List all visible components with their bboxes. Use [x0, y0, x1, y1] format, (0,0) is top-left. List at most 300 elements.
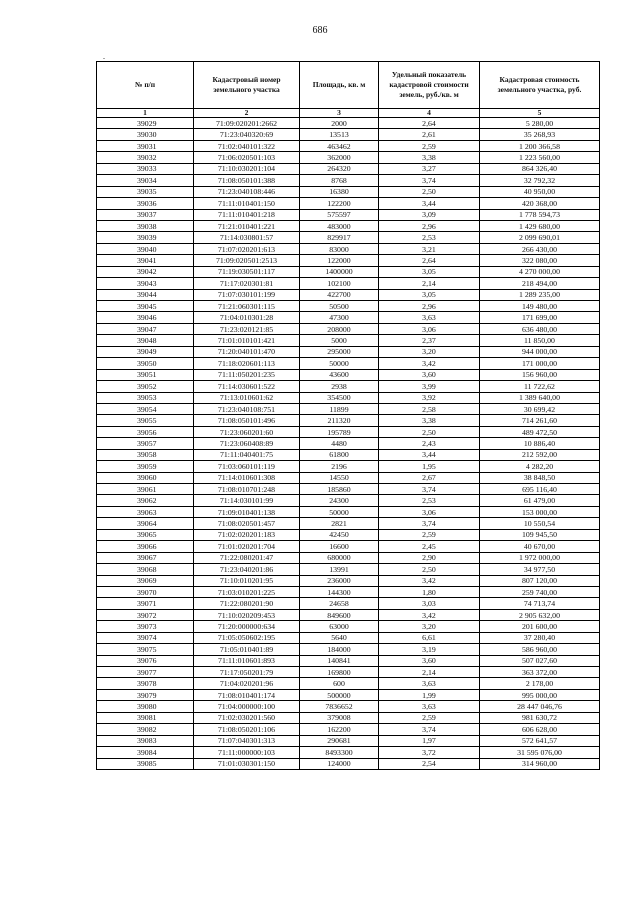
- cadastral-number-cell: 71:22:080201:47: [194, 552, 300, 563]
- row-number-cell: 39054: [97, 403, 194, 414]
- specific-value-cell: 3,63: [379, 701, 480, 712]
- cadastral-number-cell: 71:11:040401:75: [194, 449, 300, 460]
- cadastral-value-cell: 1 223 560,00: [480, 152, 600, 163]
- cadastral-value-cell: 420 368,00: [480, 198, 600, 209]
- specific-value-cell: 3,09: [379, 209, 480, 220]
- area-cell: 211320: [300, 415, 379, 426]
- cadastral-number-cell: 71:14:030601:522: [194, 381, 300, 392]
- table-row: [97, 461, 600, 472]
- row-number-cell: 39044: [97, 289, 194, 300]
- cadastral-number-cell: 71:02:030201:560: [194, 712, 300, 723]
- cadastral-number-cell: 71:04:000000:100: [194, 701, 300, 712]
- specific-value-cell: 3,03: [379, 598, 480, 609]
- table-row: [97, 609, 600, 620]
- row-number-cell: 39033: [97, 163, 194, 174]
- specific-value-cell: 2,59: [379, 712, 480, 723]
- column-number-row: [97, 109, 600, 118]
- header-cadastral-number: Кадастровый номер земельного участка: [194, 62, 300, 109]
- cadastral-number-cell: 71:19:030501:117: [194, 266, 300, 277]
- table-row: [97, 541, 600, 552]
- table-row: [97, 506, 600, 517]
- row-number-cell: 39061: [97, 484, 194, 495]
- area-cell: 144300: [300, 586, 379, 597]
- row-number-cell: 39062: [97, 495, 194, 506]
- specific-value-cell: 3,74: [379, 484, 480, 495]
- specific-value-cell: 2,59: [379, 140, 480, 151]
- table-row: [97, 621, 600, 632]
- cadastral-value-cell: 171 000,00: [480, 358, 600, 369]
- cadastral-number-cell: 71:03:010201:225: [194, 586, 300, 597]
- specific-value-cell: 3,74: [379, 724, 480, 735]
- specific-value-cell: 3,74: [379, 518, 480, 529]
- cadastral-value-cell: 37 280,40: [480, 632, 600, 643]
- specific-value-cell: 3,63: [379, 312, 480, 323]
- cadastral-value-cell: 38 848,50: [480, 472, 600, 483]
- row-number-cell: 39035: [97, 186, 194, 197]
- table-row: [97, 198, 600, 209]
- cadastral-value-cell: 586 960,00: [480, 644, 600, 655]
- cadastral-number-cell: 71:17:050201:79: [194, 667, 300, 678]
- cadastral-value-cell: 1 389 640,00: [480, 392, 600, 403]
- area-cell: 2938: [300, 381, 379, 392]
- table-row: [97, 586, 600, 597]
- cadastral-number-cell: 71:10:030201:104: [194, 163, 300, 174]
- area-cell: 47300: [300, 312, 379, 323]
- row-number-cell: 39063: [97, 506, 194, 517]
- table-row: [97, 335, 600, 346]
- table-row: [97, 209, 600, 220]
- table-row: [97, 724, 600, 735]
- area-cell: 1400000: [300, 266, 379, 277]
- table-row: [97, 644, 600, 655]
- specific-value-cell: 2,50: [379, 564, 480, 575]
- area-cell: 185860: [300, 484, 379, 495]
- cadastral-value-cell: 714 261,60: [480, 415, 600, 426]
- area-cell: 829917: [300, 232, 379, 243]
- cadastral-number-cell: 71:03:060101:119: [194, 461, 300, 472]
- table-row: [97, 735, 600, 746]
- area-cell: 16600: [300, 541, 379, 552]
- cadastral-value-cell: 807 120,00: [480, 575, 600, 586]
- row-number-cell: 39043: [97, 278, 194, 289]
- specific-value-cell: 3,44: [379, 198, 480, 209]
- row-number-cell: 39037: [97, 209, 194, 220]
- column-number: 4: [379, 109, 480, 118]
- area-cell: 122000: [300, 255, 379, 266]
- table-row: [97, 598, 600, 609]
- cadastral-value-cell: 322 080,00: [480, 255, 600, 266]
- cadastral-number-cell: 71:20:000000:634: [194, 621, 300, 632]
- margin-dot: .: [103, 52, 105, 61]
- area-cell: 8493300: [300, 747, 379, 758]
- cadastral-value-cell: 10 886,40: [480, 438, 600, 449]
- area-cell: 208000: [300, 323, 379, 334]
- cadastral-value-cell: 606 628,00: [480, 724, 600, 735]
- header-area: Площадь, кв. м: [300, 62, 379, 109]
- specific-value-cell: 2,14: [379, 667, 480, 678]
- row-number-cell: 39072: [97, 609, 194, 620]
- row-number-cell: 39038: [97, 220, 194, 231]
- table-row: [97, 758, 600, 769]
- area-cell: 2000: [300, 118, 379, 129]
- table-row: [97, 403, 600, 414]
- area-cell: 61800: [300, 449, 379, 460]
- row-number-cell: 39076: [97, 655, 194, 666]
- table-row: [97, 472, 600, 483]
- area-cell: 500000: [300, 689, 379, 700]
- cadastral-number-cell: 71:08:020501:457: [194, 518, 300, 529]
- cadastral-value-cell: 266 430,00: [480, 243, 600, 254]
- table-row: [97, 449, 600, 460]
- row-number-cell: 39073: [97, 621, 194, 632]
- row-number-cell: 39051: [97, 369, 194, 380]
- specific-value-cell: 1,80: [379, 586, 480, 597]
- cadastral-value-cell: 30 699,42: [480, 403, 600, 414]
- cadastral-value-cell: 4 270 000,00: [480, 266, 600, 277]
- row-number-cell: 39068: [97, 564, 194, 575]
- area-cell: 5000: [300, 335, 379, 346]
- table-row: [97, 266, 600, 277]
- cadastral-number-cell: 71:09:020201:2662: [194, 118, 300, 129]
- table-row: [97, 632, 600, 643]
- row-number-cell: 39079: [97, 689, 194, 700]
- header-row-number: № п/п: [97, 62, 194, 109]
- specific-value-cell: 3,42: [379, 575, 480, 586]
- cadastral-number-cell: 71:01:020201:704: [194, 541, 300, 552]
- row-number-cell: 39058: [97, 449, 194, 460]
- cadastral-value-cell: 1 972 000,00: [480, 552, 600, 563]
- row-number-cell: 39040: [97, 243, 194, 254]
- cadastral-value-cell: 2 178,00: [480, 678, 600, 689]
- cadastral-number-cell: 71:23:040201:86: [194, 564, 300, 575]
- specific-value-cell: 3,74: [379, 175, 480, 186]
- area-cell: 379008: [300, 712, 379, 723]
- table-row: [97, 575, 600, 586]
- table-row: [97, 175, 600, 186]
- cadastral-value-cell: 149 480,00: [480, 301, 600, 312]
- cadastral-value-cell: 259 740,00: [480, 586, 600, 597]
- area-cell: 83000: [300, 243, 379, 254]
- cadastral-number-cell: 71:14:030801:57: [194, 232, 300, 243]
- specific-value-cell: 3,05: [379, 266, 480, 277]
- specific-value-cell: 2,50: [379, 186, 480, 197]
- area-cell: 354500: [300, 392, 379, 403]
- cadastral-number-cell: 71:08:050101:388: [194, 175, 300, 186]
- cadastral-number-cell: 71:18:020601:113: [194, 358, 300, 369]
- column-number: 1: [97, 109, 194, 118]
- area-cell: 63000: [300, 621, 379, 632]
- specific-value-cell: 2,54: [379, 758, 480, 769]
- area-cell: 184000: [300, 644, 379, 655]
- cadastral-number-cell: 71:07:020201:613: [194, 243, 300, 254]
- table-row: [97, 564, 600, 575]
- row-number-cell: 39039: [97, 232, 194, 243]
- row-number-cell: 39029: [97, 118, 194, 129]
- cadastral-value-cell: 1 200 366,58: [480, 140, 600, 151]
- cadastral-number-cell: 71:04:010301:28: [194, 312, 300, 323]
- row-number-cell: 39069: [97, 575, 194, 586]
- cadastral-number-cell: 71:01:010101:421: [194, 335, 300, 346]
- cadastral-value-cell: 695 116,40: [480, 484, 600, 495]
- cadastral-value-cell: 153 000,00: [480, 506, 600, 517]
- cadastral-value-cell: 61 479,00: [480, 495, 600, 506]
- table-row: [97, 689, 600, 700]
- table-row: [97, 129, 600, 140]
- cadastral-number-cell: 71:23:040108:751: [194, 403, 300, 414]
- row-number-cell: 39075: [97, 644, 194, 655]
- area-cell: 50500: [300, 301, 379, 312]
- table-body: [97, 118, 600, 770]
- cadastral-number-cell: 71:23:020121:85: [194, 323, 300, 334]
- cadastral-value-cell: 507 027,60: [480, 655, 600, 666]
- row-number-cell: 39031: [97, 140, 194, 151]
- area-cell: 13991: [300, 564, 379, 575]
- cadastral-number-cell: 71:02:040101:322: [194, 140, 300, 151]
- area-cell: 11899: [300, 403, 379, 414]
- cadastral-value-cell: 1 778 594,73: [480, 209, 600, 220]
- area-cell: 43600: [300, 369, 379, 380]
- row-number-cell: 39041: [97, 255, 194, 266]
- specific-value-cell: 3,42: [379, 609, 480, 620]
- area-cell: 600: [300, 678, 379, 689]
- specific-value-cell: 1,95: [379, 461, 480, 472]
- specific-value-cell: 2,53: [379, 232, 480, 243]
- specific-value-cell: 2,58: [379, 403, 480, 414]
- cadastral-number-cell: 71:23:060408:89: [194, 438, 300, 449]
- table-row: [97, 518, 600, 529]
- cadastral-value-cell: 171 699,00: [480, 312, 600, 323]
- cadastral-value-table: [96, 61, 600, 770]
- row-number-cell: 39036: [97, 198, 194, 209]
- area-cell: 849600: [300, 609, 379, 620]
- table-row: [97, 152, 600, 163]
- area-cell: 162200: [300, 724, 379, 735]
- cadastral-number-cell: 71:08:010701:248: [194, 484, 300, 495]
- cadastral-number-cell: 71:01:030301:150: [194, 758, 300, 769]
- specific-value-cell: 2,59: [379, 529, 480, 540]
- row-number-cell: 39081: [97, 712, 194, 723]
- specific-value-cell: 2,61: [379, 129, 480, 140]
- cadastral-value-cell: 218 494,00: [480, 278, 600, 289]
- specific-value-cell: 3,38: [379, 152, 480, 163]
- table-row: [97, 495, 600, 506]
- table-row: [97, 255, 600, 266]
- specific-value-cell: 1,99: [379, 689, 480, 700]
- row-number-cell: 39030: [97, 129, 194, 140]
- area-cell: 195789: [300, 426, 379, 437]
- cadastral-number-cell: 71:10:010201:95: [194, 575, 300, 586]
- cadastral-value-cell: 981 630,72: [480, 712, 600, 723]
- cadastral-value-cell: 74 713,74: [480, 598, 600, 609]
- cadastral-value-cell: 572 641,57: [480, 735, 600, 746]
- row-number-cell: 39050: [97, 358, 194, 369]
- column-number: 5: [480, 109, 600, 118]
- table-row: [97, 163, 600, 174]
- area-cell: 50000: [300, 358, 379, 369]
- table-row: [97, 655, 600, 666]
- area-cell: 24300: [300, 495, 379, 506]
- area-cell: 169800: [300, 667, 379, 678]
- cadastral-number-cell: 71:11:010601:893: [194, 655, 300, 666]
- table-row: [97, 323, 600, 334]
- area-cell: 42450: [300, 529, 379, 540]
- specific-value-cell: 2,96: [379, 220, 480, 231]
- specific-value-cell: 3,06: [379, 506, 480, 517]
- table-row: [97, 667, 600, 678]
- cadastral-number-cell: 71:07:030101:199: [194, 289, 300, 300]
- table-row: [97, 243, 600, 254]
- area-cell: 13513: [300, 129, 379, 140]
- specific-value-cell: 3,99: [379, 381, 480, 392]
- specific-value-cell: 3,60: [379, 655, 480, 666]
- cadastral-number-cell: 71:11:010401:150: [194, 198, 300, 209]
- table-row: [97, 426, 600, 437]
- cadastral-value-cell: 944 000,00: [480, 346, 600, 357]
- cadastral-number-cell: 71:20:040101:470: [194, 346, 300, 357]
- area-cell: 680000: [300, 552, 379, 563]
- row-number-cell: 39048: [97, 335, 194, 346]
- cadastral-number-cell: 71:22:080201:90: [194, 598, 300, 609]
- area-cell: 290681: [300, 735, 379, 746]
- specific-value-cell: 3,19: [379, 644, 480, 655]
- cadastral-number-cell: 71:21:060301:115: [194, 301, 300, 312]
- table-row: [97, 678, 600, 689]
- row-number-cell: 39057: [97, 438, 194, 449]
- area-cell: 8768: [300, 175, 379, 186]
- cadastral-value-cell: 40 670,00: [480, 541, 600, 552]
- cadastral-number-cell: 71:23:040108:446: [194, 186, 300, 197]
- column-number: 3: [300, 109, 379, 118]
- specific-value-cell: 2,14: [379, 278, 480, 289]
- row-number-cell: 39042: [97, 266, 194, 277]
- area-cell: 362000: [300, 152, 379, 163]
- table-row: [97, 369, 600, 380]
- cadastral-value-cell: 2 099 690,01: [480, 232, 600, 243]
- cadastral-number-cell: 71:07:040301:313: [194, 735, 300, 746]
- cadastral-number-cell: 71:10:020209:453: [194, 609, 300, 620]
- area-cell: 24658: [300, 598, 379, 609]
- table-row: [97, 301, 600, 312]
- cadastral-value-cell: 28 447 046,76: [480, 701, 600, 712]
- cadastral-number-cell: 71:08:050101:496: [194, 415, 300, 426]
- row-number-cell: 39082: [97, 724, 194, 735]
- row-number-cell: 39064: [97, 518, 194, 529]
- row-number-cell: 39032: [97, 152, 194, 163]
- area-cell: 50000: [300, 506, 379, 517]
- specific-value-cell: 3,21: [379, 243, 480, 254]
- cadastral-number-cell: 71:14:010601:308: [194, 472, 300, 483]
- area-cell: 124000: [300, 758, 379, 769]
- cadastral-value-cell: 109 945,50: [480, 529, 600, 540]
- cadastral-value-cell: 201 600,00: [480, 621, 600, 632]
- cadastral-number-cell: 71:04:020201:96: [194, 678, 300, 689]
- table-row: [97, 140, 600, 151]
- area-cell: 102100: [300, 278, 379, 289]
- page-number: 686: [312, 25, 328, 36]
- row-number-cell: 39046: [97, 312, 194, 323]
- table-row: [97, 415, 600, 426]
- area-cell: 122200: [300, 198, 379, 209]
- row-number-cell: 39077: [97, 667, 194, 678]
- specific-value-cell: 3,06: [379, 323, 480, 334]
- table-row: [97, 220, 600, 231]
- table-row: [97, 289, 600, 300]
- table-row: [97, 392, 600, 403]
- cadastral-value-cell: 11 850,00: [480, 335, 600, 346]
- cadastral-value-cell: 995 000,00: [480, 689, 600, 700]
- area-cell: 4480: [300, 438, 379, 449]
- specific-value-cell: 3,42: [379, 358, 480, 369]
- row-number-cell: 39084: [97, 747, 194, 758]
- specific-value-cell: 2,50: [379, 426, 480, 437]
- area-cell: 575597: [300, 209, 379, 220]
- row-number-cell: 39047: [97, 323, 194, 334]
- cadastral-number-cell: 71:21:010401:221: [194, 220, 300, 231]
- row-number-cell: 39045: [97, 301, 194, 312]
- cadastral-number-cell: 71:08:050201:106: [194, 724, 300, 735]
- cadastral-number-cell: 71:11:010401:218: [194, 209, 300, 220]
- table-row: [97, 438, 600, 449]
- cadastral-value-cell: 1 429 680,00: [480, 220, 600, 231]
- table-row: [97, 747, 600, 758]
- row-number-cell: 39071: [97, 598, 194, 609]
- cadastral-number-cell: 71:08:010401:174: [194, 689, 300, 700]
- area-cell: 264320: [300, 163, 379, 174]
- cadastral-value-cell: 156 960,00: [480, 369, 600, 380]
- area-cell: 5640: [300, 632, 379, 643]
- table-row: [97, 529, 600, 540]
- table-row: [97, 312, 600, 323]
- specific-value-cell: 1,97: [379, 735, 480, 746]
- cadastral-value-cell: 314 960,00: [480, 758, 600, 769]
- cadastral-number-cell: 71:17:020301:81: [194, 278, 300, 289]
- row-number-cell: 39053: [97, 392, 194, 403]
- cadastral-number-cell: 71:06:020501:103: [194, 152, 300, 163]
- row-number-cell: 39034: [97, 175, 194, 186]
- area-cell: 140841: [300, 655, 379, 666]
- specific-value-cell: 2,90: [379, 552, 480, 563]
- area-cell: 483000: [300, 220, 379, 231]
- area-cell: 2821: [300, 518, 379, 529]
- cadastral-value-cell: 35 268,93: [480, 129, 600, 140]
- table-row: [97, 552, 600, 563]
- specific-value-cell: 3,20: [379, 346, 480, 357]
- cadastral-value-cell: 489 472,50: [480, 426, 600, 437]
- area-cell: 422700: [300, 289, 379, 300]
- cadastral-value-cell: 34 977,50: [480, 564, 600, 575]
- table-row: [97, 484, 600, 495]
- table-row: [97, 381, 600, 392]
- area-cell: 295000: [300, 346, 379, 357]
- cadastral-number-cell: 71:13:010601:62: [194, 392, 300, 403]
- row-number-cell: 39056: [97, 426, 194, 437]
- specific-value-cell: 2,96: [379, 301, 480, 312]
- cadastral-value-cell: 1 289 235,00: [480, 289, 600, 300]
- cadastral-value-cell: 2 905 632,00: [480, 609, 600, 620]
- specific-value-cell: 3,05: [379, 289, 480, 300]
- specific-value-cell: 3,20: [379, 621, 480, 632]
- specific-value-cell: 3,63: [379, 678, 480, 689]
- cadastral-value-cell: 10 550,54: [480, 518, 600, 529]
- table-row: [97, 118, 600, 129]
- cadastral-value-cell: 363 372,00: [480, 667, 600, 678]
- specific-value-cell: 3,60: [379, 369, 480, 380]
- table-header-row: [97, 62, 600, 109]
- table-row: [97, 358, 600, 369]
- cadastral-value-cell: 5 280,00: [480, 118, 600, 129]
- cadastral-number-cell: 71:11:000000:103: [194, 747, 300, 758]
- specific-value-cell: 3,27: [379, 163, 480, 174]
